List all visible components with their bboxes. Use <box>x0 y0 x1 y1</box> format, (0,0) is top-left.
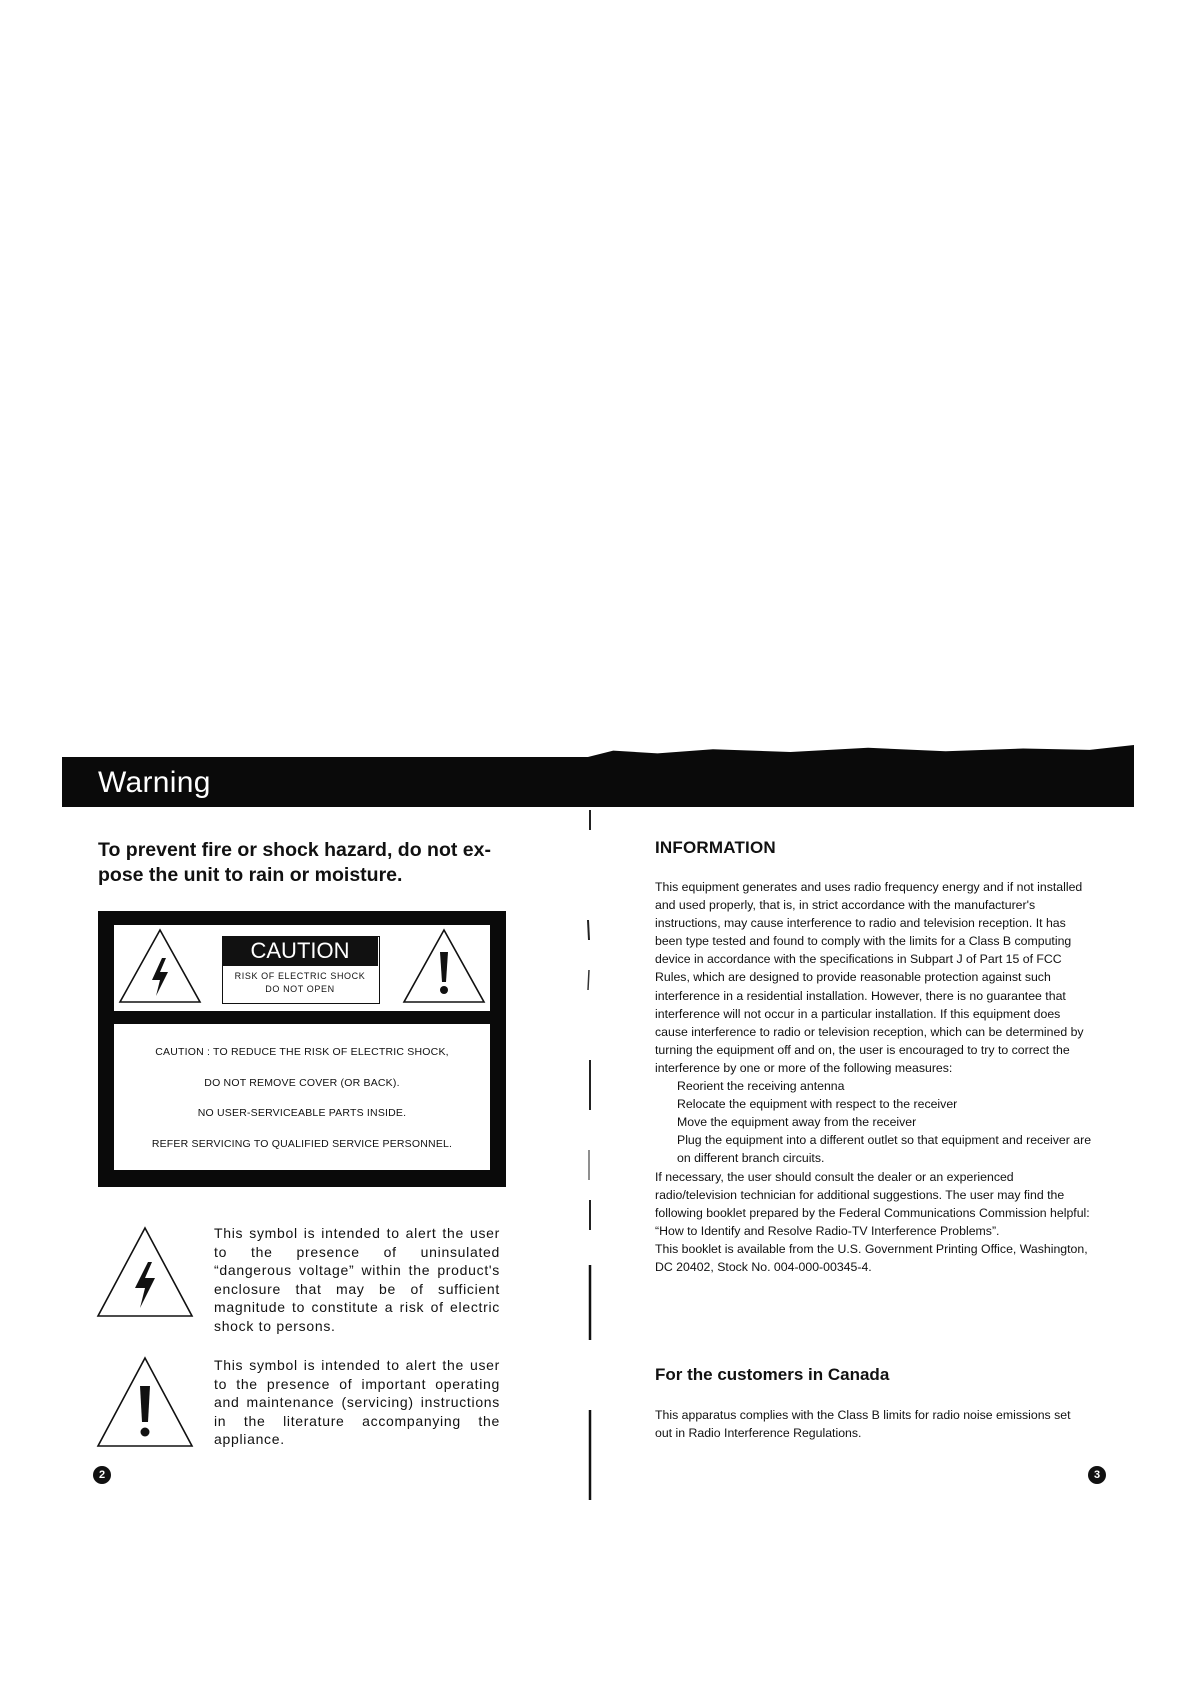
information-intro: This equipment generates and uses radio frequency energy and if not installed and used properly, that is, in strict accordance with the manufacturer's instructions, may cause interference to radio and television reception. It has been type tested and found to comply with the limits for a Class B computing device in accordance with the specifications in Subpart J of Part 15 of FCC Rules, which are designed to provide reasonable protection against such interference in a residential installation. However, there is no guarantee that interference will not occur in a particular installation. If this equipment does cause interference to radio or television reception, which can be determined by turning the equipment off and on, the user is encouraged to try to correct the interference by one or more of the following measures: <box>655 880 1084 1075</box>
exclamation-triangle-icon <box>402 928 486 1004</box>
page-title: Warning <box>98 766 211 799</box>
booklet-source: This booklet is available from the U.S. Government Printing Office, Washington, DC 20402, Stock No. 004-000-00345-4. <box>655 1241 1088 1274</box>
page-number-left: 2 <box>93 1466 111 1484</box>
list-item: Relocate the equipment with respect to the receiver <box>677 1097 958 1112</box>
caution-text-line: NO USER-SERVICEABLE PARTS INSIDE. <box>197 1107 407 1119</box>
binding-gutter <box>583 810 597 1500</box>
warning-headline: To prevent fire or shock hazard, do not ex-pose the unit to rain or moisture. <box>98 839 491 886</box>
page-number-right: 3 <box>1088 1466 1106 1484</box>
information-heading: INFORMATION <box>655 838 776 857</box>
lightning-triangle-icon <box>96 1226 194 1318</box>
list-item: Reorient the receiving antenna <box>677 1079 845 1094</box>
information-advice: If necessary, the user should consult the dealer or an experienced radio/television technician for additional suggestions. The user may find the following booklet prepared by the Federal Communications Commission helpful: <box>655 1169 1090 1220</box>
booklet-title: “How to Identify and Resolve Radio-TV Interference Problems”. <box>655 1223 1000 1238</box>
list-item: Move the equipment away from the receiver <box>677 1115 917 1130</box>
measures-list <box>655 1077 1095 1167</box>
symbol-description-important-instructions: This symbol is intended to alert the user to the presence of important operating and maintenance (servicing) instructions in the literature accompanying the appliance. <box>214 1357 500 1447</box>
lightning-triangle-icon <box>118 928 202 1004</box>
header-bar <box>62 757 1134 807</box>
canada-heading: For the customers in Canada <box>655 1365 890 1384</box>
caution-label-line-1: RISK OF ELECTRIC SHOCK <box>234 971 366 981</box>
exclamation-triangle-icon <box>96 1356 194 1448</box>
caution-text-line: DO NOT REMOVE COVER (OR BACK). <box>204 1077 400 1089</box>
caution-text-line: REFER SERVICING TO QUALIFIED SERVICE PERSONNEL. <box>151 1138 453 1150</box>
symbol-description-dangerous-voltage: This symbol is intended to alert the user to the presence of uninsulated “dangerous voltage” within the product's enclosure that may be of sufficient magnitude to constitute a risk of electric shock to persons. <box>214 1225 500 1334</box>
caution-label-line-2: DO NOT OPEN <box>265 984 335 994</box>
information-body <box>655 878 1095 1276</box>
caution-text-line: CAUTION : TO REDUCE THE RISK OF ELECTRIC SHOCK, <box>155 1046 449 1058</box>
canada-body: This apparatus complies with the Class B limits for radio noise emissions set out in Radio Interference Regulations. <box>655 1408 1071 1441</box>
list-item: Plug the equipment into a different outlet so that equipment and receiver are on different branch circuits. <box>677 1133 1092 1166</box>
caution-label-title: CAUTION <box>222 936 378 966</box>
